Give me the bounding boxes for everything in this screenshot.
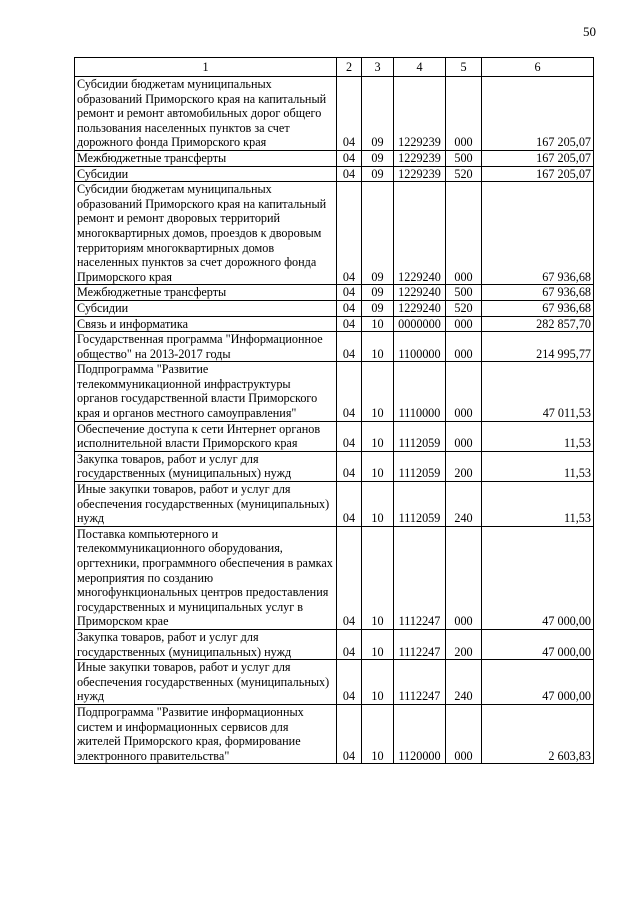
row-expense-type: 000 [446,77,482,151]
row-amount: 282 857,70 [482,316,594,332]
row-expense-type: 000 [446,526,482,629]
table-row [75,451,594,481]
row-expense-type: 200 [446,629,482,659]
row-section: 04 [337,150,362,166]
row-target-code: 1112247 [394,629,446,659]
row-target-code: 1229240 [394,300,446,316]
row-section: 04 [337,166,362,182]
row-target-code: 1229240 [394,285,446,301]
row-section: 04 [337,362,362,421]
row-target-code: 1229240 [394,182,446,285]
table-row [75,482,594,527]
header-col-4: 4 [394,58,446,77]
row-amount: 47 000,00 [482,660,594,705]
row-expense-type: 240 [446,482,482,527]
row-name: Связь и информатика [75,316,337,332]
row-section: 04 [337,451,362,481]
row-name: Субсидии [75,166,337,182]
row-target-code: 1112247 [394,526,446,629]
header-col-6: 6 [482,58,594,77]
row-expense-type: 000 [446,362,482,421]
row-subsection: 10 [362,629,394,659]
row-amount: 11,53 [482,451,594,481]
table-header-row [75,58,594,77]
budget-table [74,57,594,764]
row-expense-type: 500 [446,150,482,166]
table-row [75,150,594,166]
row-expense-type: 500 [446,285,482,301]
row-section: 04 [337,77,362,151]
row-name: Поставка компьютерного и телекоммуникационного оборудования, оргтехники, программного обеспечения в рамках мероприятия по созданию многофункциональных центров предоставления государственных и муниципальных услуг в Приморском крае [75,526,337,629]
row-subsection: 09 [362,166,394,182]
row-section: 04 [337,316,362,332]
row-target-code: 1229239 [394,166,446,182]
row-section: 04 [337,704,362,763]
row-target-code: 1100000 [394,332,446,362]
row-expense-type: 520 [446,300,482,316]
table-row [75,285,594,301]
row-subsection: 10 [362,526,394,629]
row-subsection: 10 [362,451,394,481]
row-name: Государственная программа "Информационное общество" на 2013-2017 годы [75,332,337,362]
table-row [75,629,594,659]
row-section: 04 [337,660,362,705]
row-amount: 2 603,83 [482,704,594,763]
row-subsection: 10 [362,332,394,362]
row-name: Закупка товаров, работ и услуг для государственных (муниципальных) нужд [75,451,337,481]
row-target-code: 1112059 [394,482,446,527]
row-expense-type: 520 [446,166,482,182]
row-expense-type: 200 [446,451,482,481]
row-expense-type: 240 [446,660,482,705]
row-amount: 67 936,68 [482,182,594,285]
row-expense-type: 000 [446,421,482,451]
row-section: 04 [337,421,362,451]
row-subsection: 10 [362,316,394,332]
row-section: 04 [337,629,362,659]
row-target-code: 1112059 [394,451,446,481]
table-row [75,332,594,362]
header-col-1: 1 [75,58,337,77]
row-amount: 167 205,07 [482,166,594,182]
row-section: 04 [337,332,362,362]
row-amount: 11,53 [482,421,594,451]
header-col-2: 2 [337,58,362,77]
row-name: Межбюджетные трансферты [75,150,337,166]
row-name: Иные закупки товаров, работ и услуг для обеспечения государственных (муниципальных) нужд [75,482,337,527]
row-expense-type: 000 [446,316,482,332]
table-row [75,421,594,451]
row-subsection: 09 [362,182,394,285]
row-section: 04 [337,285,362,301]
table-row [75,362,594,421]
row-name: Субсидии бюджетам муниципальных образований Приморского края на капитальный ремонт и ремонт автомобильных дорог общего пользования населенных пунктов за счет дорожного фонда Приморского края [75,77,337,151]
row-name: Субсидии [75,300,337,316]
row-target-code: 1229239 [394,150,446,166]
table-row [75,526,594,629]
row-name: Подпрограмма "Развитие информационных систем и информационных сервисов для жителей Приморского края, формирование электронного правительства" [75,704,337,763]
table-row [75,77,594,151]
row-subsection: 10 [362,421,394,451]
row-section: 04 [337,526,362,629]
row-amount: 47 000,00 [482,629,594,659]
row-subsection: 10 [362,660,394,705]
row-expense-type: 000 [446,332,482,362]
table-row [75,182,594,285]
row-section: 04 [337,482,362,527]
row-expense-type: 000 [446,182,482,285]
row-subsection: 10 [362,482,394,527]
row-subsection: 10 [362,362,394,421]
row-name: Иные закупки товаров, работ и услуг для обеспечения государственных (муниципальных) нужд [75,660,337,705]
row-subsection: 10 [362,704,394,763]
row-amount: 167 205,07 [482,77,594,151]
row-amount: 214 995,77 [482,332,594,362]
page-number: 50 [583,24,596,39]
row-amount: 67 936,68 [482,300,594,316]
table-row [75,166,594,182]
row-subsection: 09 [362,150,394,166]
row-amount: 47 000,00 [482,526,594,629]
row-amount: 167 205,07 [482,150,594,166]
row-target-code: 0000000 [394,316,446,332]
row-amount: 67 936,68 [482,285,594,301]
row-name: Обеспечение доступа к сети Интернет органов исполнительной власти Приморского края [75,421,337,451]
row-amount: 11,53 [482,482,594,527]
row-name: Закупка товаров, работ и услуг для государственных (муниципальных) нужд [75,629,337,659]
row-target-code: 1110000 [394,362,446,421]
row-subsection: 09 [362,300,394,316]
row-target-code: 1229239 [394,77,446,151]
table-row [75,300,594,316]
header-col-5: 5 [446,58,482,77]
row-name: Межбюджетные трансферты [75,285,337,301]
row-section: 04 [337,300,362,316]
row-subsection: 09 [362,285,394,301]
table-row [75,704,594,763]
row-name: Подпрограмма "Развитие телекоммуникационной инфраструктуры органов государственной власти Приморского края и органов местного самоуправления" [75,362,337,421]
row-section: 04 [337,182,362,285]
row-name: Субсидии бюджетам муниципальных образований Приморского края на капитальный ремонт и ремонт дворовых территорий многоквартирных домов, проездов к дворовым территориям многоквартирных домов населенных пунктов за счет дорожного фонда Приморского края [75,182,337,285]
row-target-code: 1112247 [394,660,446,705]
header-col-3: 3 [362,58,394,77]
row-target-code: 1112059 [394,421,446,451]
row-target-code: 1120000 [394,704,446,763]
table-row [75,316,594,332]
row-expense-type: 000 [446,704,482,763]
row-subsection: 09 [362,77,394,151]
row-amount: 47 011,53 [482,362,594,421]
table-row [75,660,594,705]
